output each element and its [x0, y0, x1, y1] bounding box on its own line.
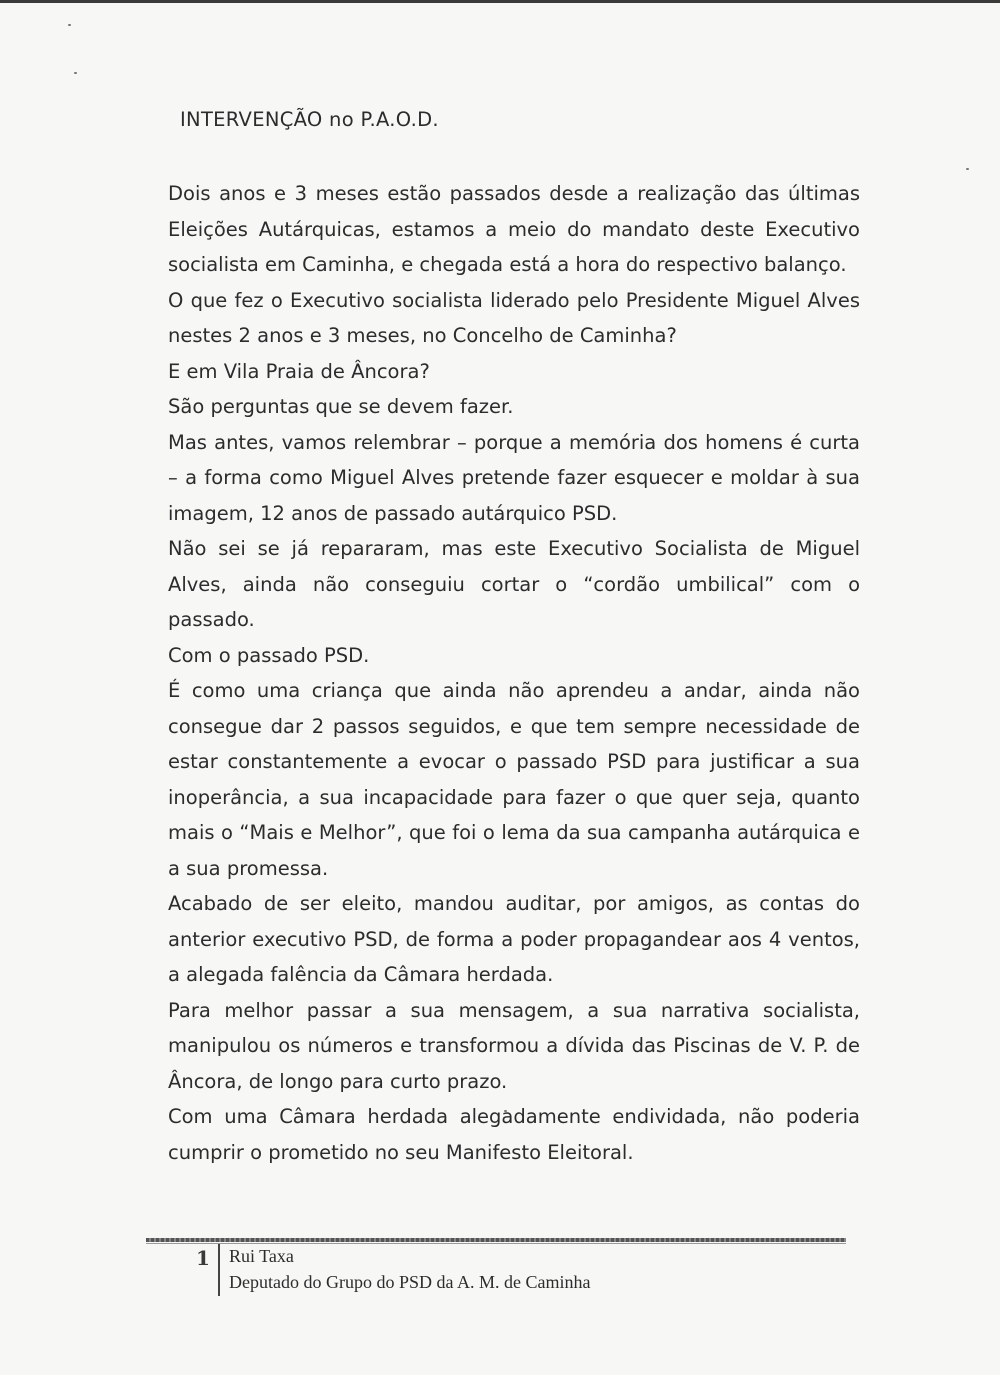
- document-body: [168, 176, 860, 1170]
- paragraph: Com o passado PSD.: [168, 643, 370, 667]
- footer-divider: [146, 1238, 846, 1242]
- paragraph: São perguntas que se devem fazer.: [168, 395, 514, 418]
- footer-author: Rui Taxa: [229, 1246, 294, 1266]
- paragraph: É como uma criança que ainda não aprendeu a andar, ainda não consegue dar 2 passos seguidos, e que tem sempre necessidade de estar constantemente a evocar o passado PSD para justificar a sua inoperância, a sua incapacidade para fazer o que quer seja, quanto mais o “Mais e Melhor”, que foi o lema da sua campanha autárquica e a sua promessa.: [168, 679, 860, 880]
- paragraph: Mas antes, vamos relembrar – porque a memória dos homens é curta – a forma como Miguel Alves pretende fazer esquecer e moldar à sua imagem, 12 anos de passado autárquico PSD.: [168, 430, 860, 525]
- paragraph: Para melhor passar a sua mensagem, a sua narrativa socialista, manipulou os números e transformou a dívida das Piscinas de V. P. de Âncora, de longo para curto prazo.: [168, 998, 860, 1093]
- scan-speck: [966, 168, 969, 170]
- paragraph: Não sei se já repararam, mas este Executivo Socialista de Miguel Alves, ainda não conseguiu cortar o “cordão umbilical” com o passado.: [168, 537, 860, 631]
- scan-speck: [68, 24, 71, 26]
- footer-vertical-rule: [218, 1244, 220, 1296]
- scan-top-edge: [0, 0, 1000, 3]
- paragraph: E em Vila Praia de Âncora?: [168, 359, 430, 383]
- paragraph: Dois anos e 3 meses estão passados desde a realização das últimas Eleições Autárquicas, estamos a meio do mandato deste Executivo socialista em Caminha, e chegada está a hora do respectivo balanço.: [168, 182, 860, 276]
- paragraph: Com uma Câmara herdada alegadamente endividada, não poderia cumprir o prometido no seu Manifesto Eleitoral.: [168, 1105, 860, 1164]
- page-number: 1: [196, 1246, 210, 1270]
- paragraph: Acabado de ser eleito, mandou auditar, por amigos, as contas do anterior executivo PSD, de forma a poder propagandear aos 4 ventos, a alegada falência da Câmara herdada.: [168, 892, 860, 986]
- scan-speck: [74, 72, 77, 74]
- paragraph: O que fez o Executivo socialista liderado pelo Presidente Miguel Alves nestes 2 anos e 3 meses, no Concelho de Caminha?: [168, 288, 860, 347]
- footer-role: Deputado do Grupo do PSD da A. M. de Caminha: [229, 1272, 591, 1292]
- document-title: INTERVENÇÃO no P.A.O.D.: [180, 108, 439, 131]
